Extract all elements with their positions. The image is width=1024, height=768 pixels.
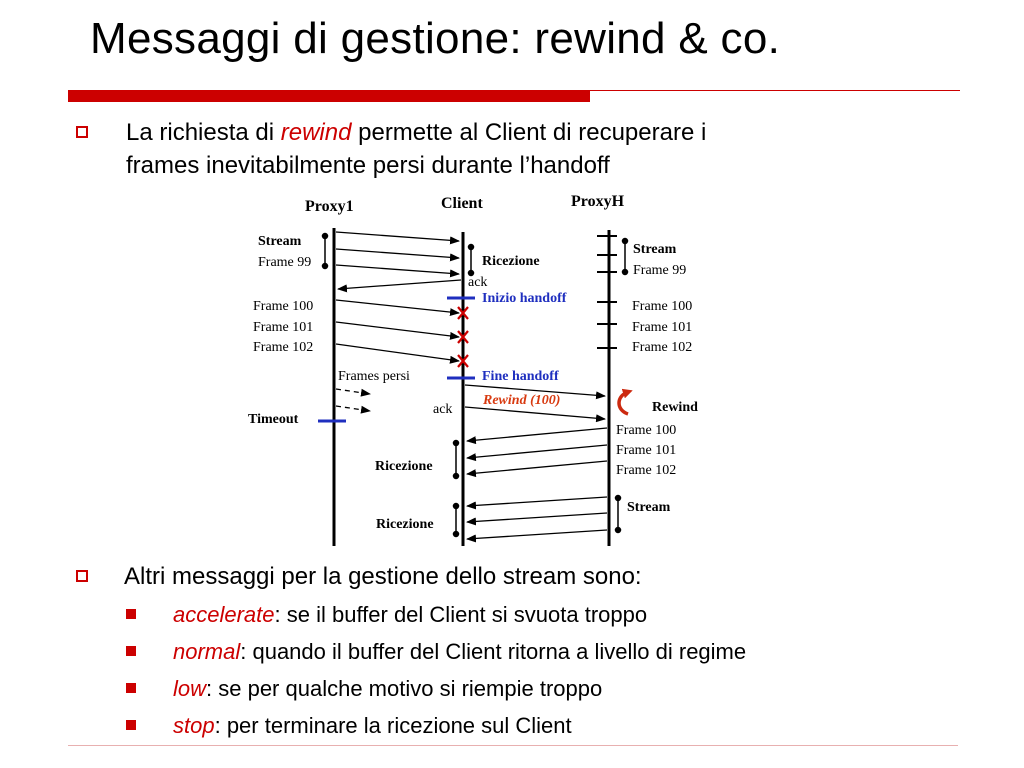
sub-item-text: : se per qualche motivo si riempie troppo bbox=[206, 676, 603, 701]
footer-rule bbox=[68, 745, 958, 746]
proxyh-stream2-label: Stream bbox=[627, 500, 671, 515]
proxyh-frame99-label: Frame 99 bbox=[633, 263, 687, 278]
bullet1-post: permette al Client di recuperare i bbox=[351, 119, 707, 146]
sub-bullet-icon bbox=[126, 646, 136, 656]
proxy1-frame102-label: Frame 102 bbox=[253, 340, 314, 355]
sub-item-low bbox=[173, 676, 602, 702]
proxyh-frame102b-label: Frame 102 bbox=[616, 463, 677, 478]
proxyh-header: ProxyH bbox=[571, 193, 625, 210]
sub-item-accelerate bbox=[173, 602, 647, 628]
sub-item-keyword: normal bbox=[173, 639, 241, 664]
proxyh-stream-arrows bbox=[467, 428, 607, 539]
bullet2-text: Altri messaggi per la gestione dello stream sono: bbox=[124, 563, 642, 590]
bullet-square-icon bbox=[76, 570, 88, 582]
client-ack2-label: ack bbox=[433, 402, 453, 417]
inizio-handoff-label: Inizio handoff bbox=[482, 291, 567, 306]
rewind-curved-arrow-icon bbox=[619, 392, 628, 414]
proxy1-frame99-label: Frame 99 bbox=[258, 255, 312, 270]
frames-persi-dashed-arrows bbox=[336, 389, 370, 411]
proxyh-frame102a-label: Frame 102 bbox=[632, 340, 693, 355]
client-ricezione3-label: Ricezione bbox=[376, 517, 434, 532]
proxy1-stream-arrows bbox=[336, 232, 461, 361]
client-ricezione1-label: Ricezione bbox=[482, 254, 540, 269]
sub-item-keyword: stop bbox=[173, 713, 215, 738]
bullet1-keyword: rewind bbox=[280, 119, 352, 146]
client-header: Client bbox=[441, 195, 483, 212]
rewind-message-label: Rewind (100) bbox=[483, 393, 561, 408]
sub-item-text: : quando il buffer del Client ritorna a livello di regime bbox=[240, 639, 747, 664]
sub-item-keyword: accelerate bbox=[173, 602, 275, 627]
proxyh-stream1-label: Stream bbox=[633, 242, 677, 257]
slide-title: Messaggi di gestione: rewind & co. bbox=[90, 14, 781, 63]
sub-item-text: : per terminare la ricezione sul Client bbox=[214, 713, 572, 738]
proxyh-frame100b-label: Frame 100 bbox=[616, 423, 677, 438]
sub-item-normal bbox=[173, 639, 746, 665]
proxyh-frame100a-label: Frame 100 bbox=[632, 299, 693, 314]
sub-item-stop bbox=[173, 713, 572, 739]
proxyh-frame101b-label: Frame 101 bbox=[616, 443, 677, 458]
proxyh-rewind-label: Rewind bbox=[652, 400, 698, 415]
proxy1-stream-label: Stream bbox=[258, 234, 302, 249]
frames-persi-label: Frames persi bbox=[338, 369, 410, 384]
proxyh-frame101a-label: Frame 101 bbox=[632, 320, 693, 335]
proxy1-frame101-label: Frame 101 bbox=[253, 320, 314, 335]
client-ricezione2-label: Ricezione bbox=[375, 459, 433, 474]
client-ack1-label: ack bbox=[468, 275, 488, 290]
sub-item-text: : se il buffer del Client si svuota troppo bbox=[274, 602, 648, 627]
sub-bullet-icon bbox=[126, 609, 136, 619]
timeout-label: Timeout bbox=[248, 412, 299, 427]
bullet1-pre: La richiesta di bbox=[126, 119, 281, 146]
fine-handoff-label: Fine handoff bbox=[482, 369, 559, 384]
proxyh-tick-marks bbox=[597, 236, 617, 348]
proxy1-frame100-label: Frame 100 bbox=[253, 299, 314, 314]
sub-item-keyword: low bbox=[173, 676, 207, 701]
sub-bullet-icon bbox=[126, 683, 136, 693]
sub-bullet-icon bbox=[126, 720, 136, 730]
proxy1-header: Proxy1 bbox=[305, 198, 354, 215]
bullet1-line2: frames inevitabilmente persi durante l’handoff bbox=[126, 152, 610, 179]
